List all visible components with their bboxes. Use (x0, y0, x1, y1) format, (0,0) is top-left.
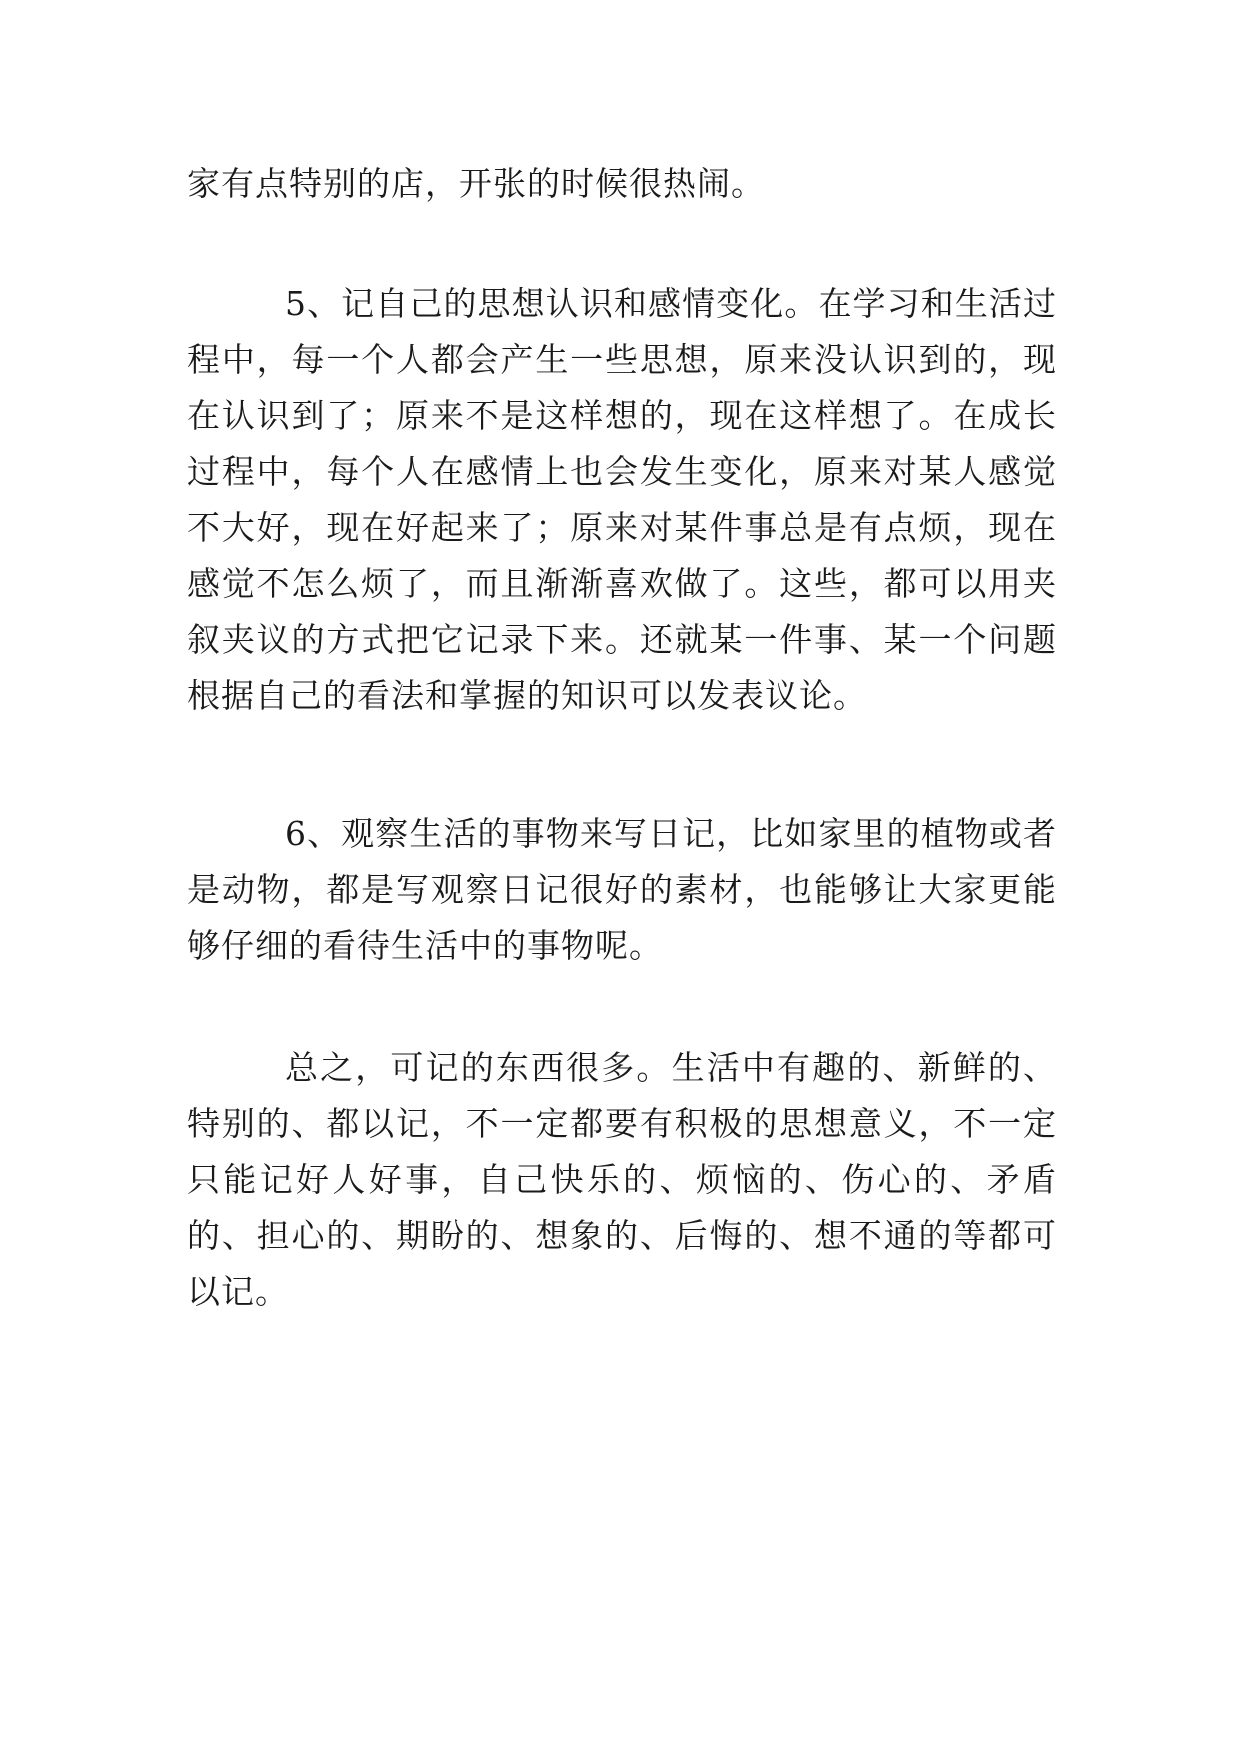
paragraph-summary: 总之，可记的东西很多。生活中有趣的、新鲜的、特别的、都以记，不一定都要有积极的思想意义，不一定只能记好人好事，自己快乐的、烦恼的、伤心的、矛盾的、担心的、期盼的、想象的、后悔的、想不通的等都可以记。 (187, 1048, 1057, 1311)
paragraph-item-6: 6、观察生活的事物来写日记，比如家里的植物或者是动物，都是写观察日记很好的素材，也能够让大家更能够仔细的看待生活中的事物呢。 (187, 814, 1057, 965)
paragraph-item-5: 5、记自己的思想认识和感情变化。在学习和生活过程中，每一个人都会产生一些思想，原来没认识到的，现在认识到了；原来不是这样想的，现在这样想了。在成长过程中，每个人在感情上也会发生变化，原来对某人感觉不大好，现在好起来了；原来对某件事总是有点烦，现在感觉不怎么烦了，而且渐渐喜欢做了。这些，都可以用夹叙夹议的方式把它记录下来。还就某一件事、某一个问题根据自己的看法和掌握的知识可以发表议论。 (187, 284, 1057, 715)
paragraph-continuation: 家有点特别的店，开张的时候很热闹。 (187, 164, 765, 203)
